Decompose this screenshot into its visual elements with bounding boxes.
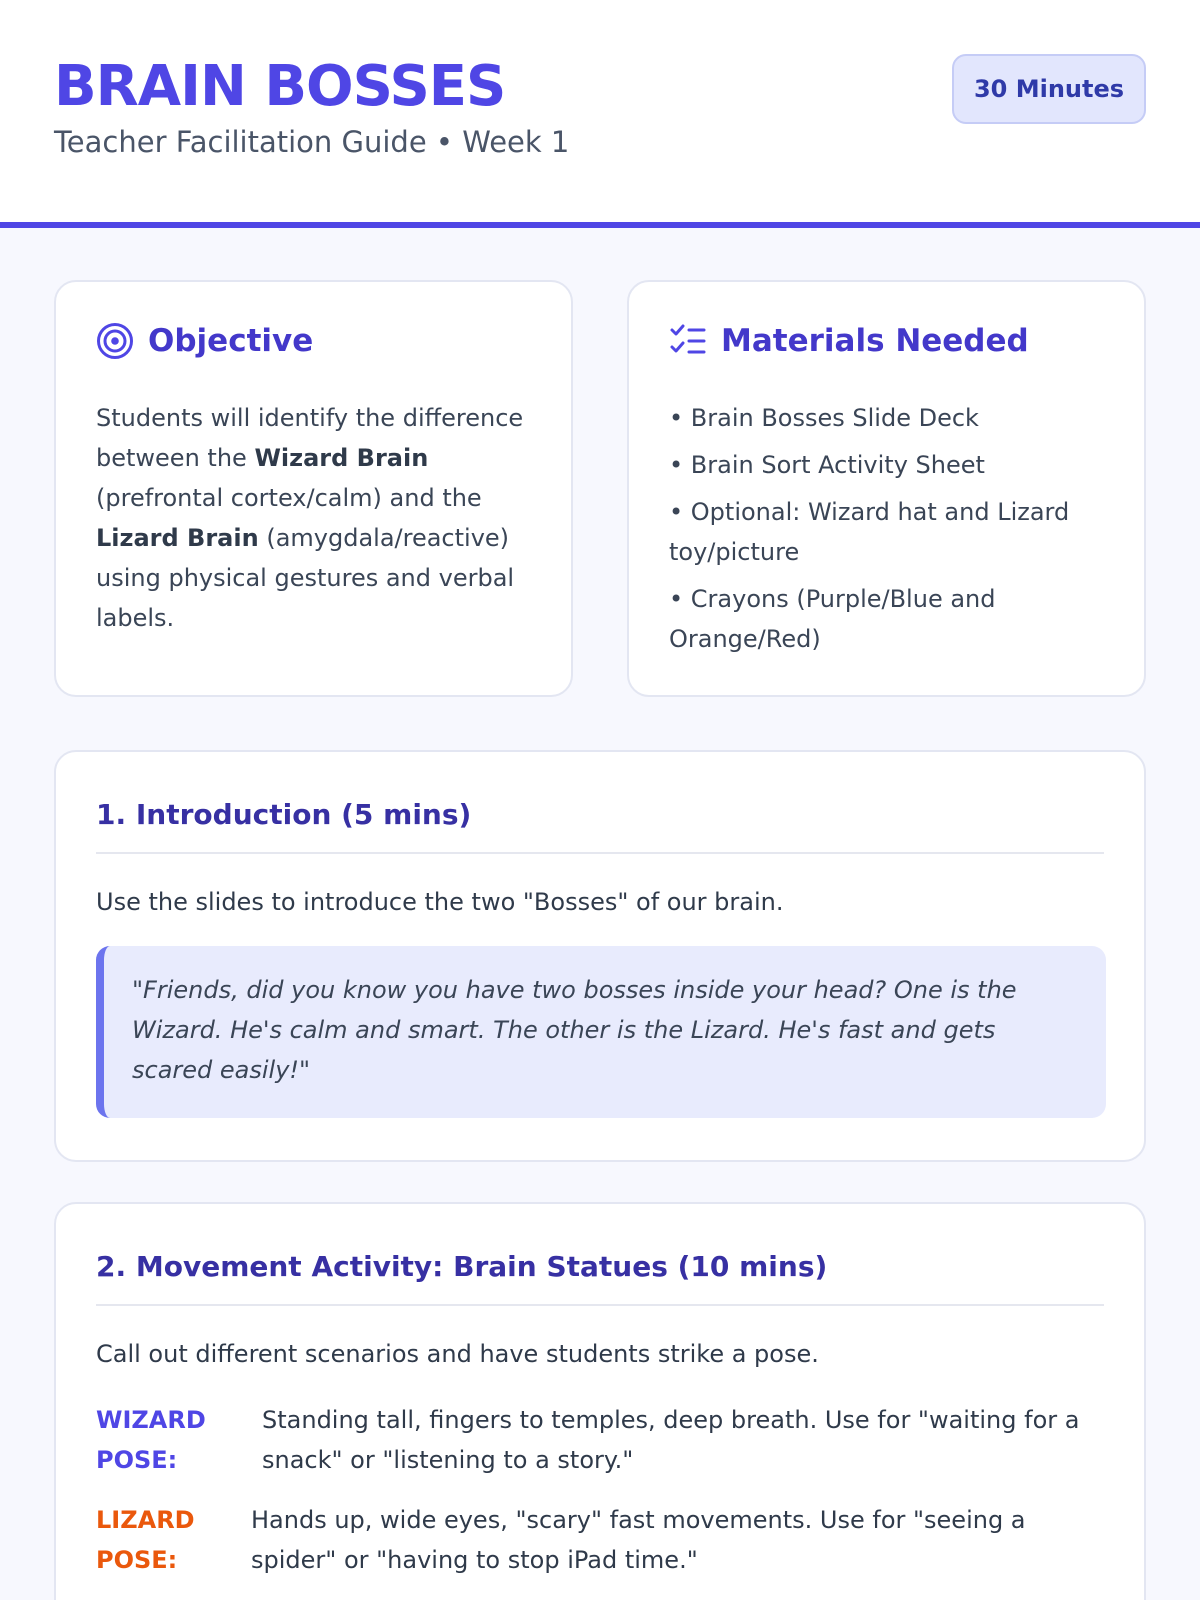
objective-text: Students will identify the difference between the Wizard Brain (prefrontal cortex/calm) and the Lizard Brain (amygdala/reactive) using physical gestures and verbal labels. xyxy=(96,404,524,632)
list-item: • Optional: Wizard hat and Lizard toy/picture xyxy=(669,498,1070,566)
movement-text: Call out different scenarios and have students strike a pose. xyxy=(96,1340,819,1368)
materials-list xyxy=(669,398,1119,666)
wizard-pose-description: Standing tall, fingers to temples, deep breath. Use for "waiting for a snack" or "listening to a story." xyxy=(262,1406,1080,1474)
page-title: BRAIN BOSSES xyxy=(54,54,506,119)
materials-heading: Materials Needed xyxy=(721,323,1029,359)
teacher-script-quote: "Friends, did you know you have two bosses inside your head? One is the Wizard. He's calm and smart. The other is the Lizard. He's fast and gets scared easily!" xyxy=(96,946,1106,1118)
movement-activity-card xyxy=(54,1202,1146,1600)
lizard-pose xyxy=(96,1500,1106,1580)
list-item: • Crayons (Purple/Blue and Orange/Red) xyxy=(669,585,996,653)
lizard-pose-description: Hands up, wide eyes, "scary" fast movements. Use for "seeing a spider" or "having to stop iPad time." xyxy=(251,1506,1026,1574)
list-item: • Brain Bosses Slide Deck xyxy=(669,404,979,432)
objective-card xyxy=(54,280,573,697)
page-header xyxy=(0,0,1200,228)
section-divider xyxy=(96,1304,1104,1306)
list-item: • Brain Sort Activity Sheet xyxy=(669,451,985,479)
wizard-pose xyxy=(96,1400,1106,1480)
introduction-card xyxy=(54,750,1146,1162)
lizard-brain-term: Lizard Brain xyxy=(96,524,259,552)
materials-card xyxy=(627,280,1146,697)
lizard-pose-label: LIZARD POSE: xyxy=(96,1506,195,1574)
movement-title: 2. Movement Activity: Brain Statues (10 mins) xyxy=(96,1250,828,1283)
introduction-text: Use the slides to introduce the two "Bosses" of our brain. xyxy=(96,888,784,916)
target-icon xyxy=(96,322,134,360)
objective-header xyxy=(96,322,313,360)
page-subtitle: Teacher Facilitation Guide • Week 1 xyxy=(54,125,570,159)
wizard-brain-term: Wizard Brain xyxy=(254,444,429,472)
duration-badge: 30 Minutes xyxy=(952,54,1146,124)
section-divider xyxy=(96,852,1104,854)
introduction-title: 1. Introduction (5 mins) xyxy=(96,798,472,831)
objective-heading: Objective xyxy=(148,323,314,359)
wizard-pose-label: WIZARD POSE: xyxy=(96,1406,206,1474)
checklist-icon xyxy=(669,322,707,360)
materials-header xyxy=(669,322,1029,360)
